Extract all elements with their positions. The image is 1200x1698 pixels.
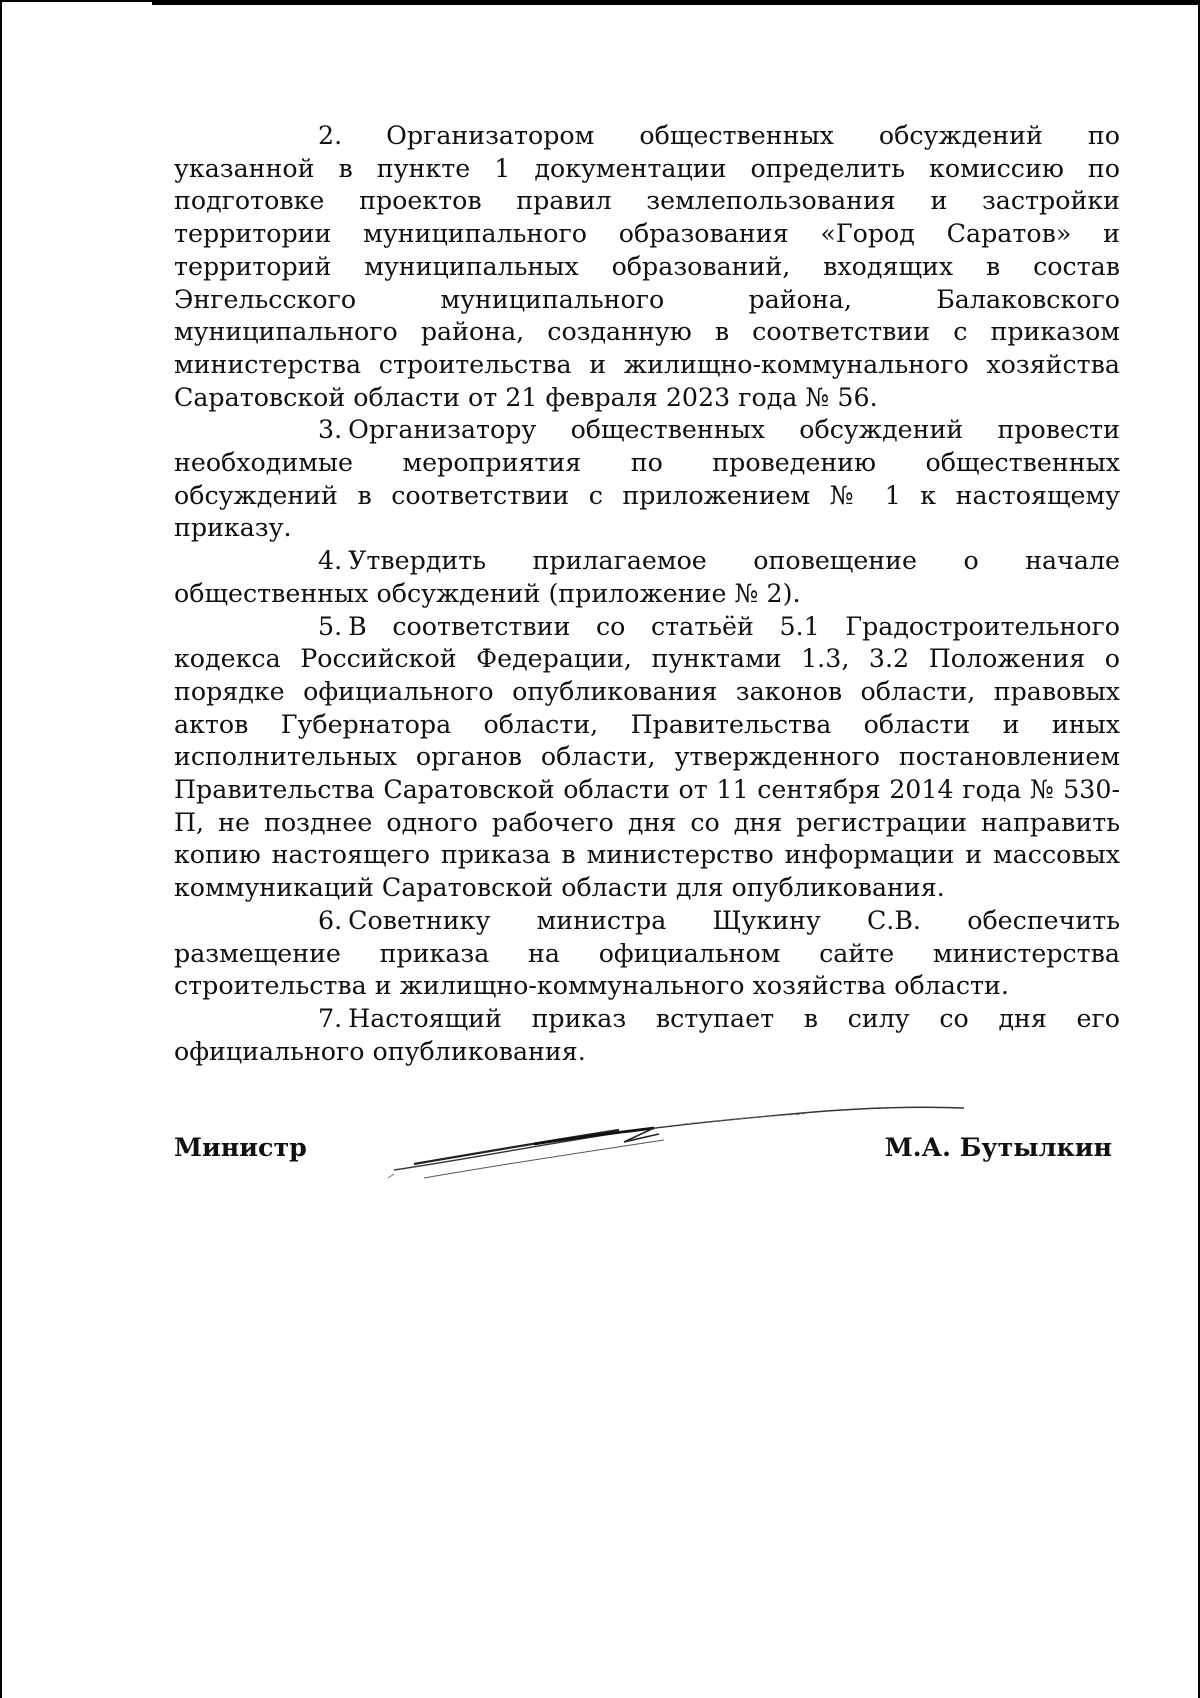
paragraph-3 bbox=[174, 414, 1120, 545]
paragraph-text: Организатором общественных обсуждений по указанной в пункте 1 документации определить комиссию по подготовке проектов правил землепользования и застройки территории муниципального образования «Город Саратов» и территорий муниципальных образований, входящих в состав Энгельсского муниципального района, Балаковского муниципального района, созданную в соответствии с приказом министерства строительства и жилищно-коммунального хозяйства Саратовской области от 21 февраля 2023 года № 56. bbox=[174, 121, 1120, 412]
paragraph-number: 2. bbox=[318, 121, 343, 150]
paragraph-text: Настоящий приказ вступает в силу со дня его официального опубликования. bbox=[174, 1003, 1120, 1066]
paragraph-4 bbox=[174, 545, 1120, 610]
paragraph-5 bbox=[174, 611, 1120, 905]
paragraph-text: Утвердить прилагаемое оповещение о начале общественных обсуждений (приложение № 2). bbox=[174, 546, 1120, 608]
paragraph-text: В соответствии со статьёй 5.1 Градостроительного кодекса Российской Федерации, пунктами 1.3, 3.2 Положения о порядке официального опубликования законов области, правовых актов Губернатора области, Правительства области и иных исполнительных органов области, утвержденного постановлением Правительства Саратовской области от 11 сентября 2014 года № 530-П, не позднее одного рабочего дня со дня регистрации направить копию настоящего приказа в министерство информации и массовых коммуникаций Саратовской области для опубликования. bbox=[174, 611, 1120, 903]
scan-top-edge bbox=[152, 2, 1200, 5]
paragraph-number: 3. bbox=[318, 415, 343, 445]
paragraph-number: 7. bbox=[318, 1003, 343, 1033]
signatory-name: М.А. Бутылкин bbox=[884, 1132, 1112, 1162]
order-body bbox=[174, 120, 1120, 1068]
paragraph-number: 5. bbox=[318, 611, 343, 641]
signatory-title: Министр bbox=[174, 1132, 307, 1162]
paragraph-text: Организатору общественных обсуждений провести необходимые мероприятия по проведению общественных обсуждений в соответствии с приложением № 1 к настоящему приказу. bbox=[174, 415, 1120, 543]
paragraph-6 bbox=[174, 905, 1120, 1003]
paragraph-number: 6. bbox=[318, 905, 343, 935]
paragraph-text: Советнику министра Щукину С.В. обеспечить размещение приказа на официальном сайте министерства строительства и жилищно-коммунального хозяйства области. bbox=[174, 905, 1120, 1001]
signature-block bbox=[174, 1102, 1112, 1182]
paragraph-number: 4. bbox=[318, 546, 343, 576]
paragraph-7 bbox=[174, 1003, 1120, 1068]
paragraph-2 bbox=[174, 120, 1120, 414]
